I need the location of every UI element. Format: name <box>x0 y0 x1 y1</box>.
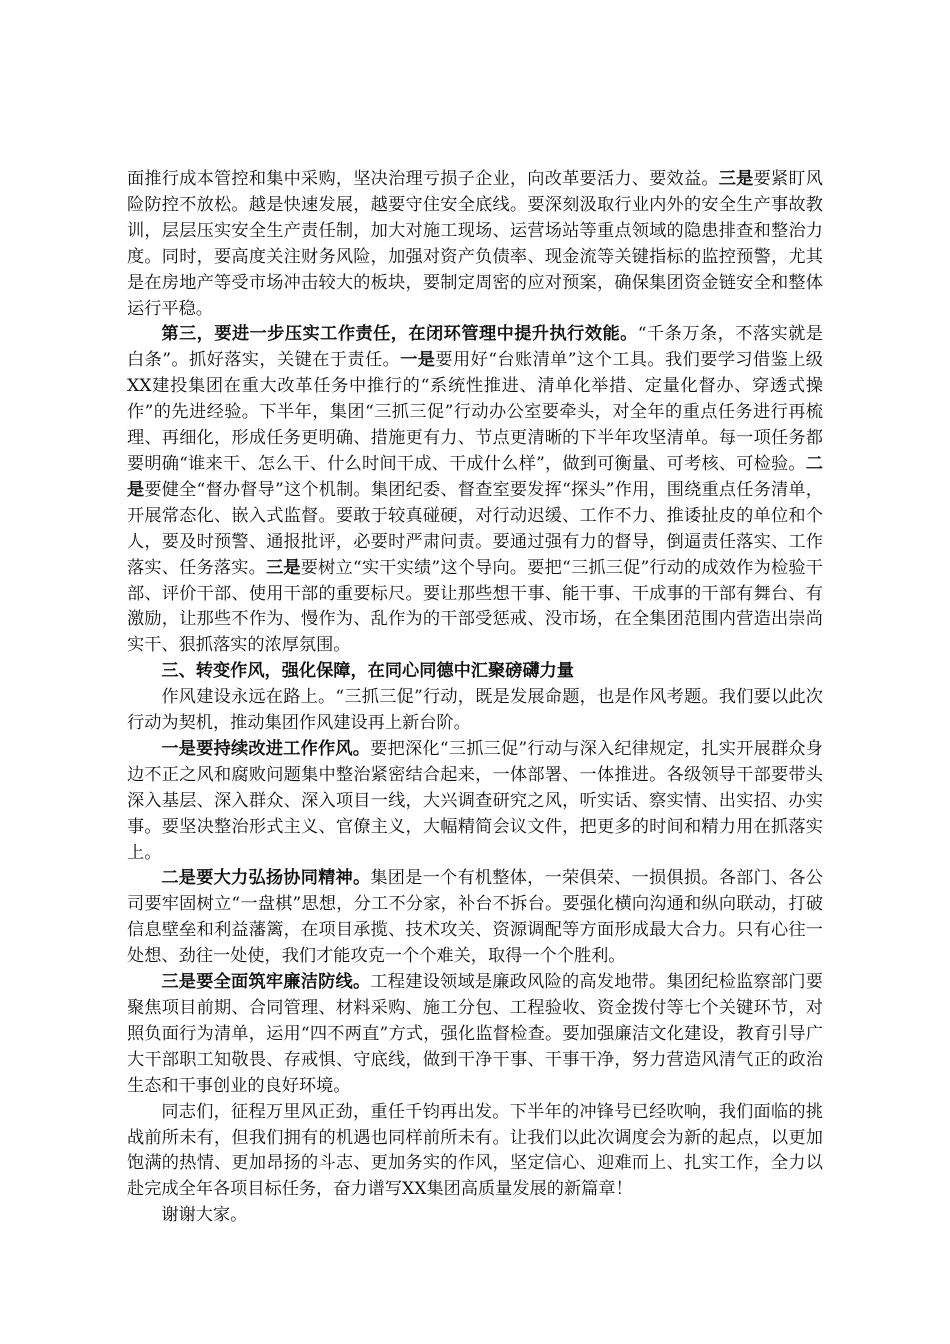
text-run: 要健全“督办督导”这个机制。集团纪委、督查室要发挥“探头”作用，围绕重点任务清单，开展常态化、嵌入式监督。要敢于较真碰硬，对行动迟缓、工作不力、推诿扯皮的单位和个人，要及时预警、通报批评，必要时严肃问责。要通过强有力的督导，倒逼责任落实、工作落实、任务落实。 <box>127 479 823 578</box>
bold-run: 第三，要进一步压实工作责任，在闭环管理中提升执行效能。 <box>161 324 638 345</box>
document-page <box>127 167 823 1229</box>
paragraph-responsibility <box>127 322 823 659</box>
text-run: 同志们，征程万里风正劲，重任千钧再出发。下半年的冲锋号已经吹响，我们面临的挑战前所未有，但我们拥有的机遇也同样前所未有。让我们以此次调度会为新的起点，以更加饱满的热情、更加昂扬的斗志、更加务实的作风，坚定信心、迎难而上、扎实工作，全力以赴完成全年各项目标任务，奋力谱写XX集团高质量发展的新篇章！ <box>127 1101 823 1200</box>
bold-run: 三是 <box>718 169 754 189</box>
text-run: 面推行成本管控和集中采购，坚决治理亏损子企业，向改革要活力、要效益。 <box>127 169 719 189</box>
bold-run: 三是 <box>266 557 301 578</box>
bold-run: 二是 <box>127 453 823 500</box>
text-run: 要用好“台账清单”这个工具。我们要学习借鉴上级XX建投集团在重大改革任务中推行的“系统性推进、清单化举措、定量化督办、穿透式操作”的先进经验。下半年，集团“三抓三促”行动办公室要牵头，对全年的重点任务进行再梳理、再细化，形成任务更明确、措施更有力、节点更清晰的下半年攻坚清单。每一项任务都要明确“谁来干、怎么干、什么时间干成、干成什么样”，做到可衡量、可考核、可检验。 <box>127 350 823 474</box>
text-run: 要紧盯风险防控不放松。越是快速发展，越要守住安全底线。要深刻汲取行业内外的安全生产事故教训，层层压实安全生产责任制，加大对施工现场、运营场站等重点领域的隐患排查和整治力度。同时，要高度关注财务风险，加强对资产负债率、现金流等关键指标的监控预警，尤其是在房地产等受市场冲击较大的板块，要制定周密的应对预案，确保集团资金链安全和整体运行平稳。 <box>127 169 823 319</box>
bold-run: 三是要全面筑牢廉洁防线。 <box>161 972 371 993</box>
bold-run: 一是要持续改进工作作风。 <box>161 738 371 759</box>
text-run: “千条万条，不落实就是白条”。抓好落实，关键在于责任。 <box>127 324 823 371</box>
bold-run: 二是要大力弘扬协同精神。 <box>161 868 371 889</box>
text-run: 要把深化“三抓三促”行动与深入纪律规定，扎实开展群众身边不正之风和腐败问题集中整治紧密结合起来，一体部署、一体推进。各级领导干部要带头深入基层、深入群众、深入项目一线，大兴调查研究之风，听实话、察实情、出实招、办实事。要坚决整治形式主义、官僚主义，大幅精简会议文件，把更多的时间和精力用在抓落实上。 <box>127 738 823 863</box>
paragraph-risk-control <box>127 167 823 322</box>
text-run: 作风建设永远在路上。“三抓三促”行动，既是发展命题，也是作风考题。我们要以此次行动为契机，推动集团作风建设再上新台阶。 <box>127 687 823 734</box>
text-run: 工程建设领域是廉政风险的高发地带。集团纪检监察部门要聚焦项目前期、合同管理、材料采购、施工分包、工程验收、资金拨付等七个关键环节，对照负面行为清单，运用“四不两直”方式，强化监督检查。要加强廉洁文化建设，教育引导广大干部职工知敬畏、存戒惧、守底线，做到干净干事、干事干净，努力营造风清气正的政治生态和干事创业的良好环境。 <box>127 972 823 1096</box>
text-run: 集团是一个有机整体，一荣俱荣、一损俱损。各部门、各公司要牢固树立“一盘棋”思想，分工不分家，补台不拆台。要强化横向沟通和纵向联动，打破信息壁垒和利益藩篱，在项目承揽、技术攻关、资源调配等方面形成最大合力。只有心往一处想、劲往一处使，我们才能攻克一个个难关，取得一个个胜利。 <box>127 868 823 967</box>
text-run: 谢谢大家。 <box>161 1205 248 1226</box>
paragraph-thanks <box>127 1203 823 1229</box>
paragraph-improve-style <box>127 737 823 867</box>
paragraph-closing <box>127 1100 823 1204</box>
paragraph-integrity <box>127 970 823 1100</box>
bold-run: 一是 <box>400 350 436 371</box>
heading-text: 三、转变作风，强化保障，在同心同德中汇聚磅礴力量 <box>161 661 574 682</box>
paragraph-intro-style <box>127 685 823 737</box>
paragraph-collaboration <box>127 866 823 970</box>
text-run: 要树立“实干实绩”这个导向。要把“三抓三促”行动的成效作为检验干部、评价干部、使用干部的重要标尺。要让那些想干事、能干事、干成事的干部有舞台、有激励，让那些不作为、慢作为、乱作为的干部受惩戒、没市场，在全集团范围内营造出崇尚实干、狠抓落实的浓厚氛围。 <box>127 557 823 656</box>
section-heading-3 <box>127 659 823 685</box>
